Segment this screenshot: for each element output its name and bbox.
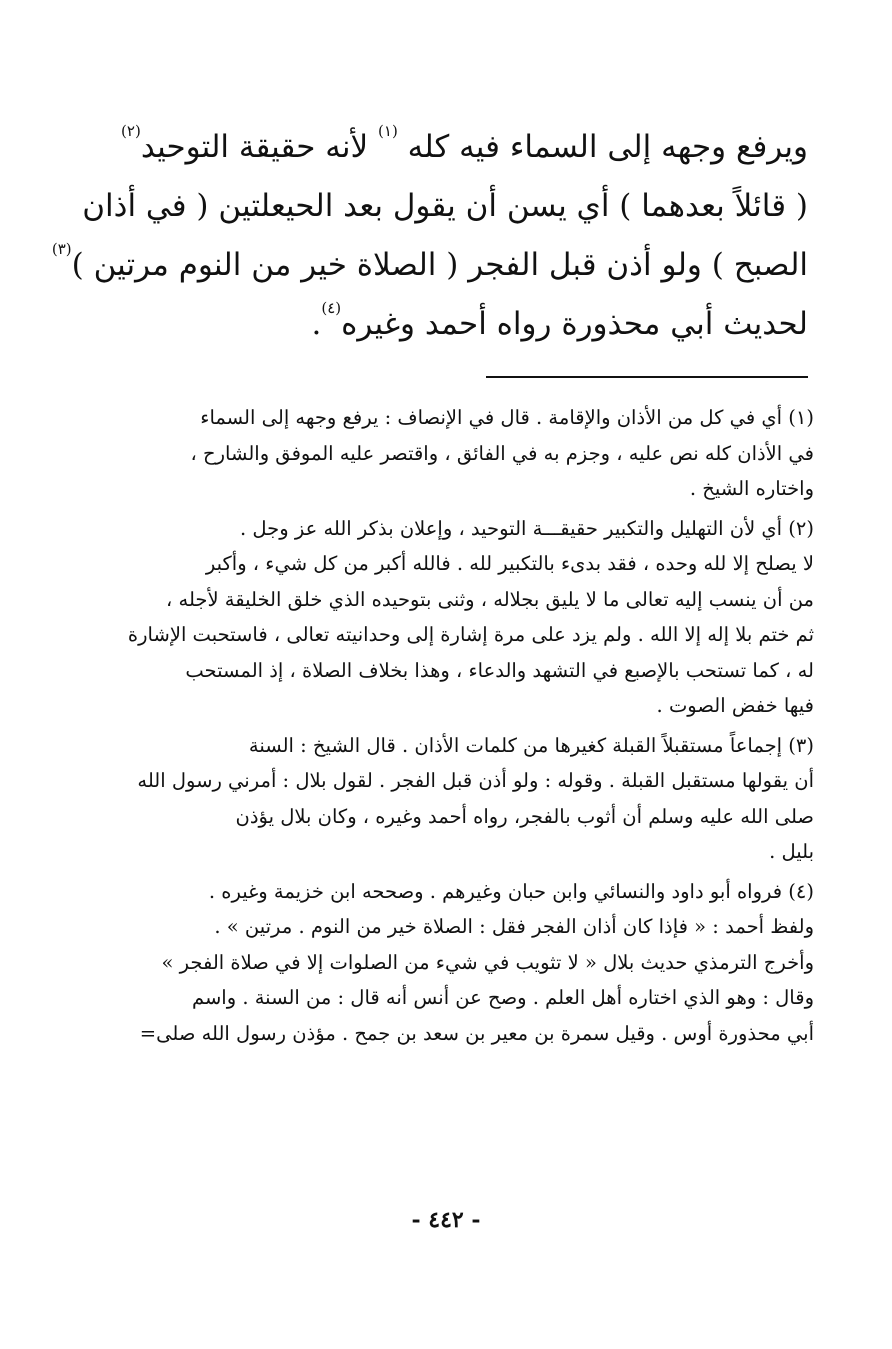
- page-number: - ٤٤٢ -: [411, 1207, 481, 1233]
- footnote-line: (٤) فرواه أبو داود والنسائي وابن حبان وغيرهم . وصححه ابن خزيمة وغيره .: [208, 879, 814, 903]
- main-line-text: الصبح ) ولو أذن قبل الفجر ( الصلاة خير من النوم مرتين ): [71, 247, 808, 283]
- footnote-line: له ، كما تستحب بالإصبع في التشهد والدعاء ، وهذا بخلاف الصلاة ، إذ المستحب: [185, 658, 814, 682]
- footnote-marker: (١): [378, 122, 398, 140]
- footnotes: [74, 400, 814, 1055]
- footnote-4: [74, 874, 814, 1052]
- footnote-line: (٣) إجماعاً مستقبلاً القبلة كغيرها من كلمات الأذان . قال الشيخ : السنة: [248, 733, 814, 757]
- footnote-separator: [486, 376, 808, 378]
- main-line-text: لأنه حقيقة التوحيد: [140, 129, 379, 165]
- footnote-2: [74, 511, 814, 724]
- footnote-1: [74, 400, 814, 507]
- main-line-text: .: [311, 306, 322, 342]
- footnote-line: وقال : وهو الذي اختاره أهل العلم . وصح عن أنس أنه قال : من السنة . واسم: [191, 986, 814, 1009]
- footnote-line: وأخرج الترمذي حديث بلال « لا تثويب في شيء من الصلوات إلا في صلاة الفجر »: [161, 950, 814, 974]
- footnote-line: بليل .: [769, 840, 814, 863]
- main-text: [51, 118, 808, 354]
- footnote-line: لا يصلح إلا لله وحده ، فقد بدىء بالتكبير لله . فالله أكبر من كل شيء ، وأكبر: [205, 552, 814, 575]
- main-line-text: لحديث أبي محذورة رواه أحمد وغيره: [341, 306, 808, 342]
- footnote-line: واختاره الشيخ .: [689, 477, 814, 500]
- main-line: [76, 118, 808, 177]
- main-line: [76, 295, 808, 354]
- footnote-line: في الأذان كله نص عليه ، وجزم به في الفائق ، واقتصر عليه الموفق والشارح ،: [190, 441, 814, 465]
- footnote-line: أبي محذورة أوس . وقيل سمرة بن معير بن سعد بن جمح . مؤذن رسول الله صلى=: [139, 1021, 814, 1045]
- footnote-3: [74, 728, 814, 870]
- footnote-line: (١) أي في كل من الأذان والإقامة . قال في الإنصاف : يرفع وجهه إلى السماء: [200, 406, 814, 429]
- footnote-line: ولفظ أحمد : « فإذا كان أذان الفجر فقل : الصلاة خير من النوم . مرتين » .: [214, 915, 814, 938]
- footnote-line: (٢) أي لأن التهليل والتكبير حقيقـــة التوحيد ، وإعلان بذكر الله عز وجل .: [240, 516, 814, 540]
- footnote-line: صلى الله عليه وسلم أن أثوب بالفجر، رواه أحمد وغيره ، وكان بلال يؤذن: [235, 804, 814, 828]
- main-line-text: ويرفع وجهه إلى السماء فيه كله: [407, 129, 808, 165]
- footnote-marker: (٣): [51, 240, 72, 258]
- main-line: [76, 177, 808, 236]
- footnote-line: أن يقولها مستقبل القبلة . وقوله : ولو أذن قبل الفجر . لقول بلال : أمرني رسول الله: [137, 769, 814, 792]
- footnote-line: فيها خفض الصوت .: [656, 694, 814, 717]
- footnote-marker: (٢): [121, 122, 141, 140]
- main-line-text: ( قائلاً بعدهما ) أي يسن أن يقول بعد الحيعلتين ( في أذان: [82, 188, 808, 224]
- main-line: [51, 236, 808, 295]
- footnote-line: ثم ختم بلا إله إلا الله . ولم يزد على مرة إشارة إلى وحدانيته تعالى ، فاستحبت الإشارة: [127, 623, 814, 646]
- footnote-marker: (٤): [321, 299, 342, 317]
- footnote-line: من أن ينسب إليه تعالى ما لا يليق بجلاله ، وثنى بتوحيده الذي خلق الخليقة لأجله ،: [166, 587, 814, 611]
